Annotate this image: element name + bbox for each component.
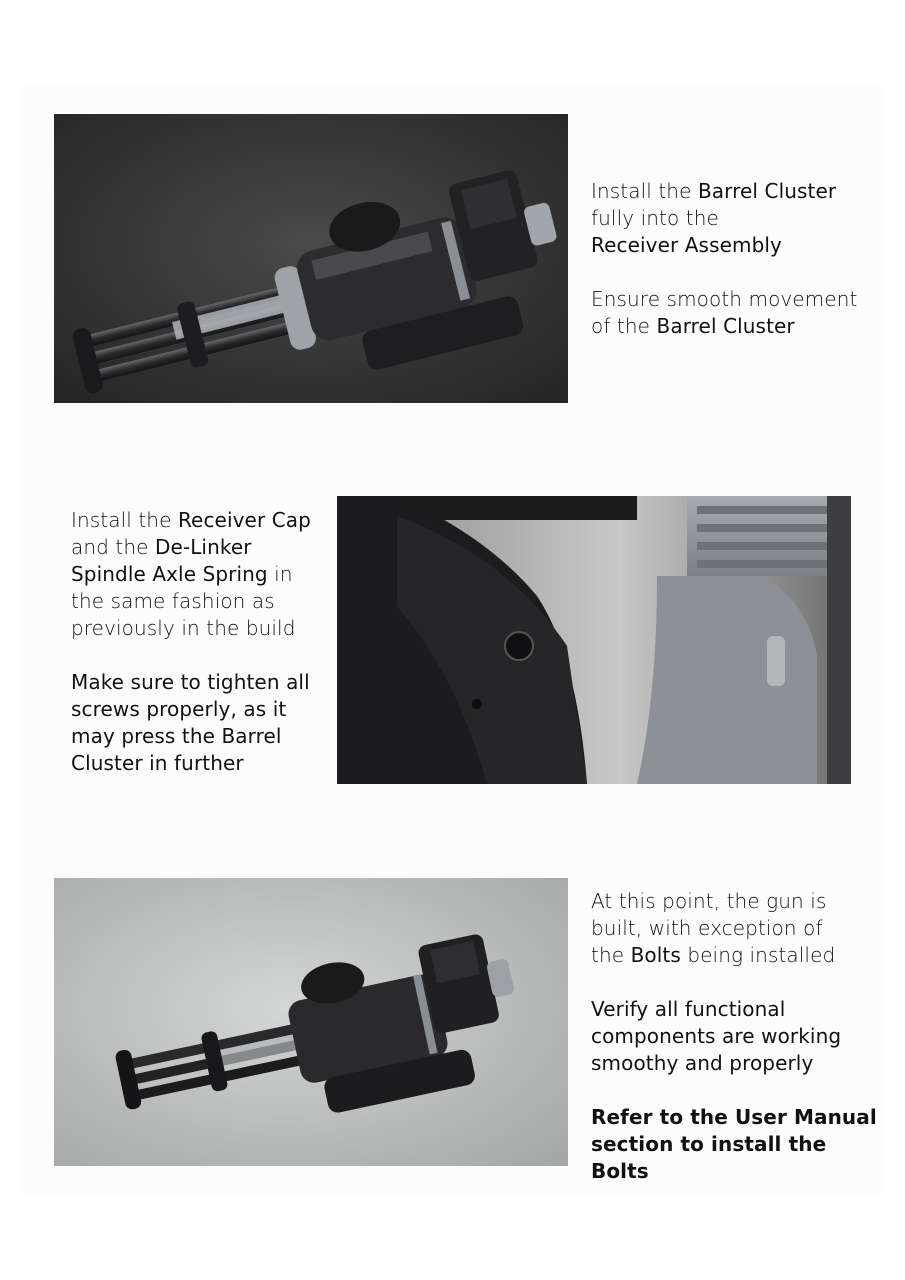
text-span: and the xyxy=(71,535,155,559)
instruction-text-2 xyxy=(71,507,321,777)
part-name: Barrel Cluster xyxy=(656,314,795,338)
instruction-text-1 xyxy=(591,178,881,340)
part-name: Spindle Axle Spring xyxy=(71,562,268,586)
instruction-paragraph xyxy=(71,507,321,642)
text-span: At this point, the gun is xyxy=(591,889,827,913)
instruction-paragraph xyxy=(591,888,881,969)
text-span: previously in the build xyxy=(71,616,296,640)
refer-manual-paragraph xyxy=(591,1104,881,1185)
text-line: Verify all functional xyxy=(591,997,786,1021)
warning-paragraph xyxy=(71,669,321,777)
instruction-paragraph xyxy=(591,286,881,340)
text-line: Cluster in further xyxy=(71,751,244,775)
text-span: the xyxy=(591,943,631,967)
verify-paragraph xyxy=(591,996,881,1077)
text-line: Make sure to tighten all xyxy=(71,670,310,694)
text-span: being installed xyxy=(680,943,836,967)
part-name: De-Linker xyxy=(154,535,252,559)
text-line: components are working xyxy=(591,1024,842,1048)
text-span: Ensure smooth movement xyxy=(591,287,858,311)
text-span: Install the xyxy=(591,179,698,203)
part-name: Receiver Cap xyxy=(177,508,311,532)
instruction-text-3 xyxy=(591,888,881,1185)
receiver-cap-closeup-photo xyxy=(337,496,851,784)
barrel-cluster-receiver-photo xyxy=(54,114,568,403)
text-span: fully into the xyxy=(591,206,719,230)
text-line: Refer to the User Manual xyxy=(591,1105,877,1129)
text-span: of the xyxy=(591,314,657,338)
part-name: Receiver Assembly xyxy=(591,233,782,257)
part-name: Barrel Cluster xyxy=(697,179,837,203)
instruction-paragraph xyxy=(591,178,881,259)
text-span: Install the xyxy=(71,508,178,532)
part-name: Bolts xyxy=(630,943,681,967)
assembled-gun-photo xyxy=(54,878,568,1166)
text-line: may press the Barrel xyxy=(71,724,282,748)
text-line: screws properly, as it xyxy=(71,697,287,721)
text-span: in xyxy=(267,562,293,586)
text-span: the same fashion as xyxy=(71,589,275,613)
text-line: section to install the Bolts xyxy=(591,1132,827,1183)
text-line: smoothy and properly xyxy=(591,1051,814,1075)
text-span: built, with exception of xyxy=(591,916,823,940)
